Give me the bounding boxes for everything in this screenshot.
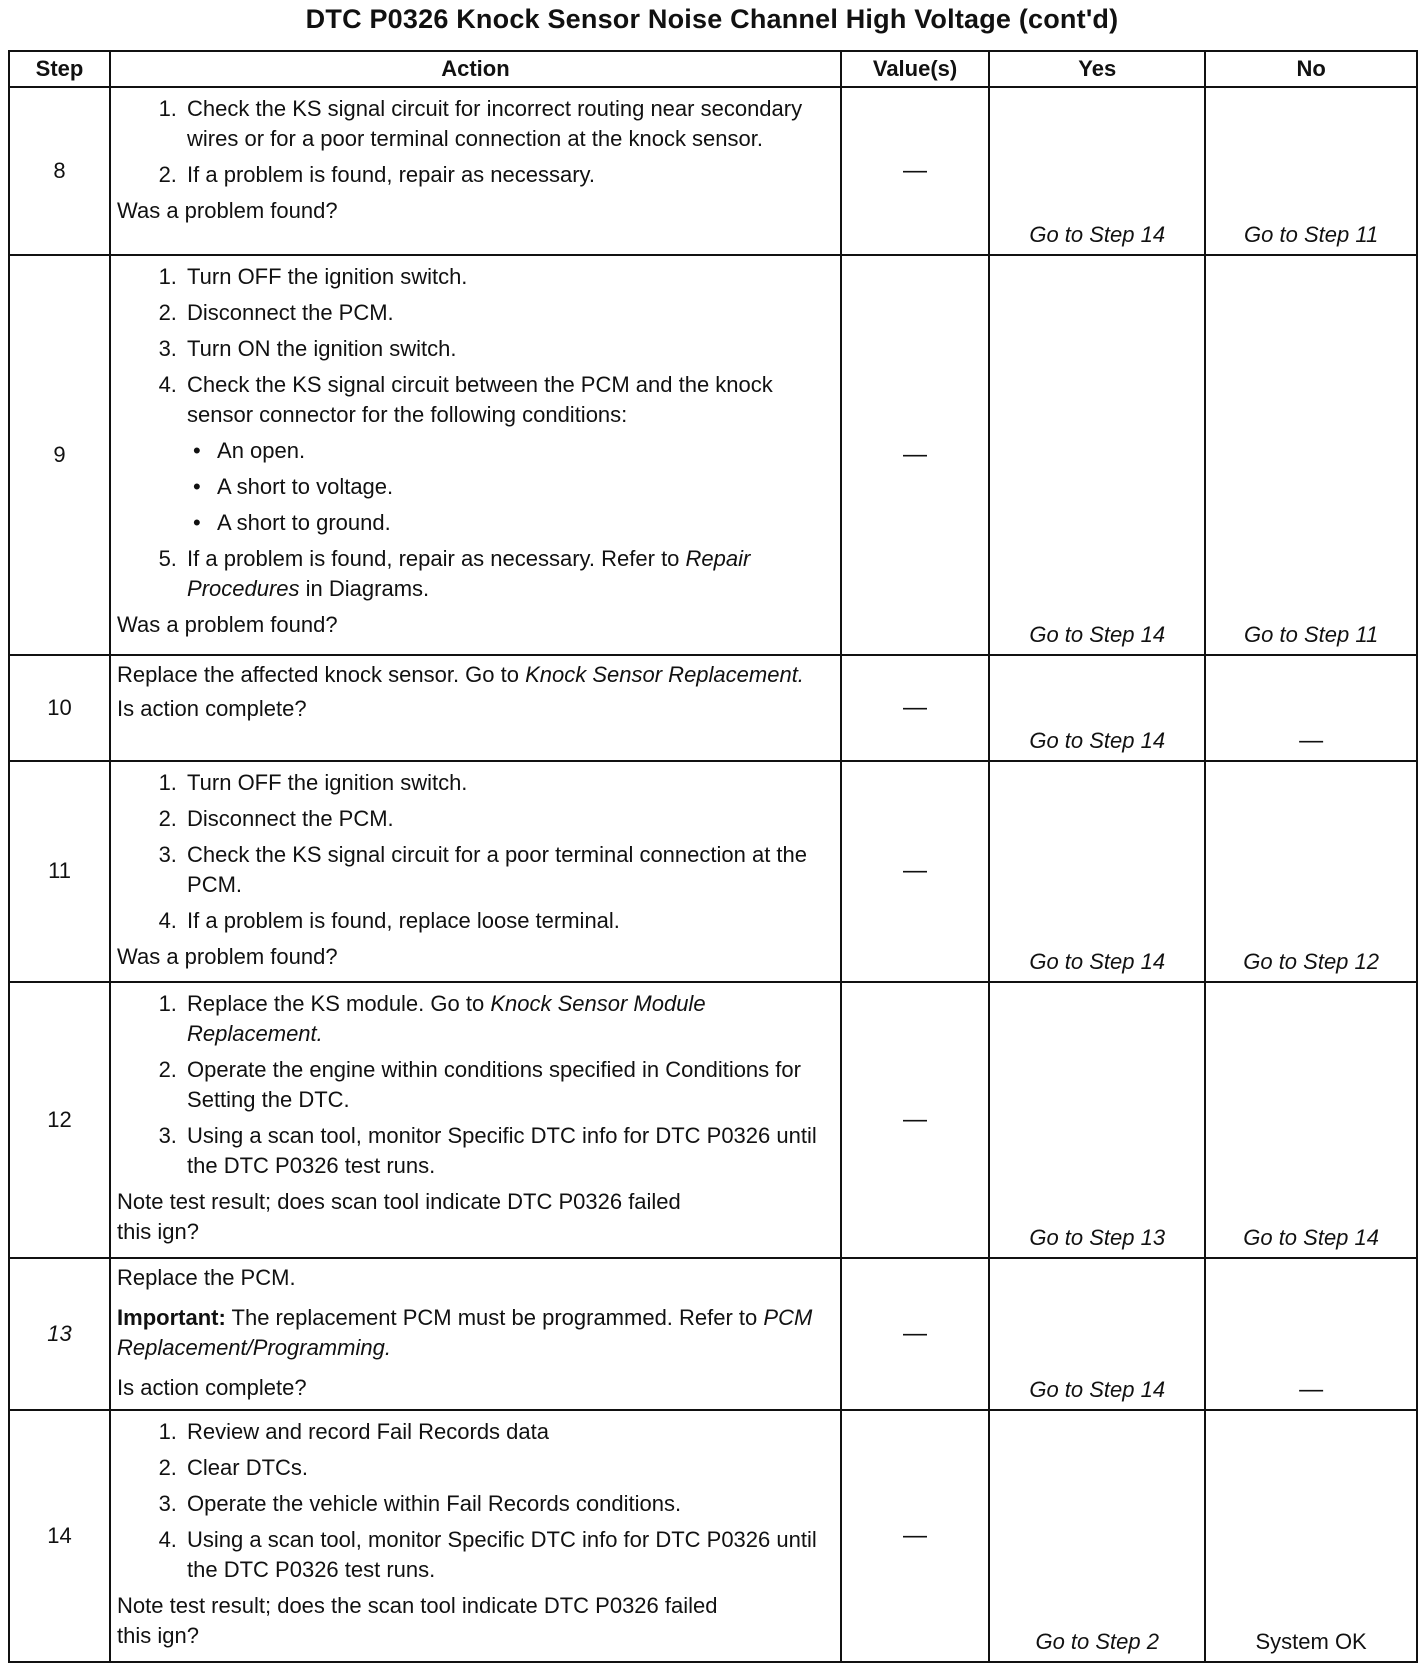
step-number: 13 bbox=[9, 1258, 110, 1411]
item-text: If a problem is found, repair as necessary. Refer to bbox=[187, 546, 680, 571]
question-text: Was a problem found? bbox=[117, 944, 338, 970]
header-step: Step bbox=[9, 51, 110, 87]
table-row bbox=[9, 982, 1417, 1258]
list-item: 2. Disconnect the PCM. bbox=[183, 804, 832, 834]
table-row bbox=[9, 1258, 1417, 1411]
value-cell: — bbox=[841, 87, 989, 255]
action-text bbox=[117, 660, 832, 690]
question-text: Was a problem found? bbox=[117, 612, 338, 637]
value-cell: — bbox=[841, 1258, 989, 1411]
value-cell: — bbox=[841, 761, 989, 982]
yes-cell: Go to Step 14 bbox=[989, 87, 1205, 255]
table-row bbox=[9, 761, 1417, 982]
important-note bbox=[117, 1303, 832, 1363]
step-number: 14 bbox=[9, 1410, 110, 1662]
list-item: 3. Check the KS signal circuit for a poor terminal connection at the PCM. bbox=[183, 840, 832, 900]
action-cell bbox=[110, 87, 841, 255]
page-title: DTC P0326 Knock Sensor Noise Channel High Voltage (cont'd) bbox=[305, 4, 1119, 34]
list-item: 1. Turn OFF the ignition switch. bbox=[183, 768, 832, 798]
reference-link: Repair Procedures bbox=[187, 546, 751, 601]
action-cell bbox=[110, 655, 841, 761]
action-cell bbox=[110, 255, 841, 655]
table-row bbox=[9, 255, 1417, 655]
question-text: Was a problem found? bbox=[117, 198, 338, 223]
reference-link: PCM Replacement/Programming. bbox=[117, 1304, 813, 1360]
list-item: 1. Review and record Fail Records data bbox=[183, 1417, 832, 1447]
action-list bbox=[117, 1417, 832, 1585]
list-item bbox=[183, 370, 832, 538]
list-item: 3. Operate the vehicle within Fail Records conditions. bbox=[183, 1489, 832, 1519]
bullet-item: • A short to ground. bbox=[217, 508, 832, 538]
list-item: 4. Using a scan tool, monitor Specific DTC info for DTC P0326 until the DTC P0326 test runs. bbox=[183, 1525, 832, 1585]
action-cell bbox=[110, 761, 841, 982]
item-text: Replace the affected knock sensor. Go to bbox=[117, 661, 519, 687]
value-cell: — bbox=[841, 982, 989, 1258]
question-text: Is action complete? bbox=[117, 695, 307, 721]
step-number: 12 bbox=[9, 982, 110, 1258]
step-number: 11 bbox=[9, 761, 110, 982]
header-no: No bbox=[1205, 51, 1417, 87]
important-label: Important: bbox=[117, 1304, 226, 1330]
action-cell bbox=[110, 1410, 841, 1662]
yes-cell: Go to Step 13 bbox=[989, 982, 1205, 1258]
list-item bbox=[183, 989, 832, 1049]
no-cell: Go to Step 11 bbox=[1205, 87, 1417, 255]
list-item: 1. Check the KS signal circuit for incorrect routing near secondary wires or for a poor terminal connection at the knock sensor. bbox=[183, 94, 832, 154]
step-number: 8 bbox=[9, 87, 110, 255]
yes-cell: Go to Step 14 bbox=[989, 1258, 1205, 1411]
reference-link: Knock Sensor Replacement. bbox=[525, 661, 804, 687]
list-item: 4. If a problem is found, replace loose terminal. bbox=[183, 906, 832, 936]
action-list bbox=[117, 94, 832, 190]
condition-list bbox=[187, 436, 832, 538]
value-cell: — bbox=[841, 655, 989, 761]
no-cell: — bbox=[1205, 1258, 1417, 1411]
question-text: Is action complete? bbox=[117, 1374, 307, 1400]
action-list bbox=[117, 262, 832, 604]
action-list bbox=[117, 989, 832, 1181]
action-text: Replace the PCM. bbox=[117, 1264, 296, 1290]
list-item bbox=[183, 544, 832, 604]
list-item: 3. Using a scan tool, monitor Specific DTC info for DTC P0326 until the DTC P0326 test runs. bbox=[183, 1121, 832, 1181]
list-item: 1. Turn OFF the ignition switch. bbox=[183, 262, 832, 292]
question-text: Note test result; does scan tool indicate DTC P0326 failed this ign? bbox=[117, 1188, 681, 1244]
bullet-item: • A short to voltage. bbox=[217, 472, 832, 502]
yes-cell: Go to Step 2 bbox=[989, 1410, 1205, 1662]
list-item: 3. Turn ON the ignition switch. bbox=[183, 334, 832, 364]
reference-link: Knock Sensor Module Replacement. bbox=[187, 990, 706, 1046]
list-item: 2. Operate the engine within conditions specified in Conditions for Setting the DTC. bbox=[183, 1055, 832, 1115]
value-cell: — bbox=[841, 255, 989, 655]
header-action: Action bbox=[110, 51, 841, 87]
item-text: Replace the KS module. Go to bbox=[187, 990, 485, 1016]
step-number: 9 bbox=[9, 255, 110, 655]
table-row bbox=[9, 655, 1417, 761]
list-item: 2. Disconnect the PCM. bbox=[183, 298, 832, 328]
list-item: 2. If a problem is found, repair as necessary. bbox=[183, 160, 832, 190]
table-row bbox=[9, 87, 1417, 255]
bullet-item: • An open. bbox=[217, 436, 832, 466]
table-row bbox=[9, 1410, 1417, 1662]
yes-cell: Go to Step 14 bbox=[989, 255, 1205, 655]
no-cell: Go to Step 12 bbox=[1205, 761, 1417, 982]
no-cell: Go to Step 14 bbox=[1205, 982, 1417, 1258]
header-yes: Yes bbox=[989, 51, 1205, 87]
yes-cell: Go to Step 14 bbox=[989, 761, 1205, 982]
list-item-text: Check the KS signal circuit between the PCM and the knock sensor connector for the following conditions: bbox=[187, 372, 773, 427]
list-item: 2. Clear DTCs. bbox=[183, 1453, 832, 1483]
step-number: 10 bbox=[9, 655, 110, 761]
header-values: Value(s) bbox=[841, 51, 989, 87]
value-cell: — bbox=[841, 1410, 989, 1662]
yes-cell: Go to Step 14 bbox=[989, 655, 1205, 761]
action-cell bbox=[110, 982, 841, 1258]
no-cell: — bbox=[1205, 655, 1417, 761]
important-text: The replacement PCM must be programmed. Refer to bbox=[231, 1304, 758, 1330]
question-text: Note test result; does the scan tool indicate DTC P0326 failed this ign? bbox=[117, 1593, 718, 1649]
no-cell: Go to Step 11 bbox=[1205, 255, 1417, 655]
header-row bbox=[9, 51, 1417, 87]
no-cell: System OK bbox=[1205, 1410, 1417, 1662]
item-text: in Diagrams. bbox=[305, 576, 430, 601]
action-cell bbox=[110, 1258, 841, 1411]
diagnostic-table bbox=[8, 50, 1418, 1663]
action-list bbox=[117, 768, 832, 936]
